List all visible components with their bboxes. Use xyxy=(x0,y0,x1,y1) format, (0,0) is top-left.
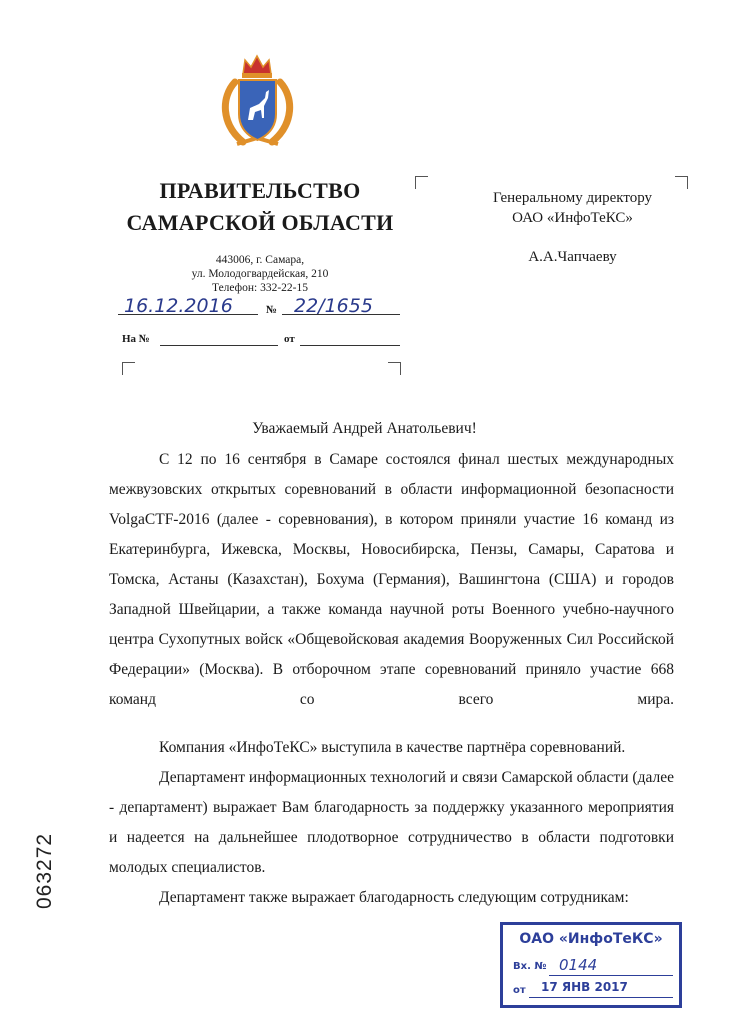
address-line2: ул. Молодогвардейская, 210 xyxy=(191,268,329,280)
greeting: Уважаемый Андрей Анатольевич! xyxy=(252,420,477,437)
address-line1: 443006, г. Самара, xyxy=(215,254,305,266)
samara-coat-of-arms-icon xyxy=(215,52,300,152)
incoming-stamp xyxy=(500,922,682,1008)
stamp-in-line xyxy=(549,975,673,976)
org-title-line1: ПРАВИТЕЛЬСТВО xyxy=(159,178,361,203)
outgoing-number: 22/1655 xyxy=(294,295,373,317)
ref-from-underline xyxy=(300,345,400,346)
corner-mark xyxy=(388,362,401,375)
paragraph-3: Департамент информационных технологий и связи Самарской области (далее - департамент) выражает Вам благодарность за поддержку указанного мероприятия и надеется на дальнейшее плодотворное сотрудничество в области подготовки молодых специалистов. xyxy=(109,769,674,876)
stamp-from-line xyxy=(529,997,673,998)
stamp-in-label: Вх. № xyxy=(513,961,547,972)
stamp-date: 17 ЯНВ 2017 xyxy=(541,980,628,994)
side-serial-number: 063272 xyxy=(33,832,56,909)
paragraph-1-text: С 12 по 16 сентября в Самаре состоялся финал шестых международных межвузовских открытых соревнований в области информационной безопасности VolgaCTF-2016 (далее - соревнования), в котором приняли участие 16 команд из Екатеринбурга, Ижевска, Москвы, Новосибирска, Пензы, Самары, Саратова и Томска, Астаны (Казахстан), Бохума (Германия), Вашингтона (США) и городов Западной Швейцарии, а также команда научной роты Военного учебно-научного центра Сухопутных войск «Общевойсковая академия Вооруженных Сил Российской Федерации» (Москва). В отборочном этапе соревнований приняло участие 668 команд со всего мира. xyxy=(109,451,674,708)
paragraph-1 xyxy=(109,445,674,715)
corner-mark xyxy=(675,176,688,189)
ref-from-label: от xyxy=(284,333,295,345)
recipient-line2: ОАО «ИнфоТеКС» xyxy=(512,210,633,226)
paragraph-4: Департамент также выражает благодарность следующим сотрудникам: xyxy=(159,889,629,906)
phone: Телефон: 332-22-15 xyxy=(211,282,308,294)
corner-mark xyxy=(122,362,135,375)
paragraph-2: Компания «ИнфоТеКС» выступила в качестве партнёра соревнований. xyxy=(159,739,626,756)
number-label: № xyxy=(266,304,278,316)
stamp-from-label: от xyxy=(513,985,526,996)
corner-mark xyxy=(415,176,428,189)
ref-underline xyxy=(160,345,278,346)
ref-label: На № xyxy=(122,333,150,345)
org-title-line2: САМАРСКОЙ ОБЛАСТИ xyxy=(126,210,394,235)
stamp-in-number: 0144 xyxy=(559,956,598,974)
stamp-title: ОАО «ИнфоТеКС» xyxy=(519,931,663,947)
outgoing-date: 16.12.2016 xyxy=(124,295,233,317)
recipient-line1: Генеральному директору xyxy=(492,190,653,206)
recipient-name: А.А.Чапчаеву xyxy=(528,249,617,265)
